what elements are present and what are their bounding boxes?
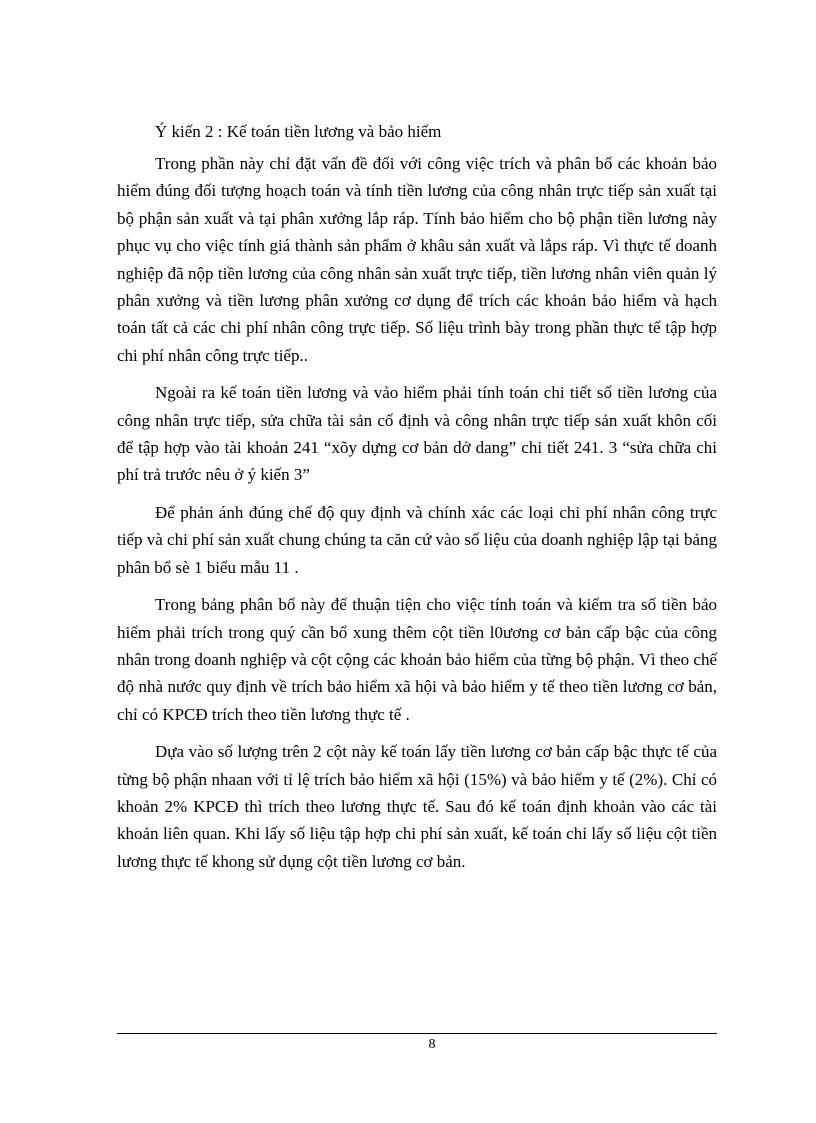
footer-divider <box>117 1033 717 1034</box>
paragraph-1: Trong phần này chỉ đặt vấn đề đối với công việc trích và phân bổ các khoản bảo hiểm đúng đối tượng hoạch toán và tính tiền lương của công nhân trực tiếp sản xuất tại bộ phận sản xuất và tại phân xưởng lắp ráp. Tính bảo hiểm cho bộ phận tiền lương này phục vụ cho việc tính giá thành sản phẩm ở khâu sản xuất và lắps ráp. Vì thực tế doanh nghiệp đã nộp tiền lương của công nhân sản xuất trực tiếp, tiền lương nhân viên quản lý phân xưởng và tiền lương phân xưởng cơ dụng để trích các khoản bảo hiểm và hạch toán tất cả các chi phí nhân công trực tiếp. Số liệu trình bày trong phần thực tế tập hợp chi phí nhân công trực tiếp.. <box>117 154 717 365</box>
paragraph-2: Ngoài ra kế toán tiền lương và vảo hiểm phải tính toán chi tiết số tiền lương của công nhân trực tiếp, sửa chữa tài sản cố định và công nhân trực tiếp sản xuất khôn cối để tập hợp vào tài khoản 241 “xõy dựng cơ bản dở dang” chi tiết 241. 3 “sửa chữa chi phí trả trước nêu ở ý kiến 3” <box>117 383 717 485</box>
page-number: 8 <box>428 1037 436 1052</box>
section-heading: Ý kiến 2 : Kế toán tiền lương và bảo hiểm <box>155 122 442 141</box>
page-body <box>117 119 717 885</box>
paragraph-3: Để phản ánh đúng chế độ quy định và chính xác các loại chi phí nhân công trực tiếp và chi phí sản xuất chung chúng ta căn cứ vào số liệu của doanh nghiệp lập tại bảng phân bổ sè 1 biểu mẫu 11 . <box>117 502 717 577</box>
paragraph-5: Dựa vào số lượng trên 2 cột này kế toán lấy tiền lương cơ bản cấp bậc thực tế của từng bộ phận nhaan với tỉ lệ trích bảo hiểm xã hội (15%) và bảo hiểm y tế (2%). Chỉ có khoản 2% KPCĐ thì trích theo lương thực tế. Sau đó kế toán định khoản vào các tài khoản liên quan. Khi lấy số liệu tập hợp chi phí sản xuất, kế toán chỉ lấy số liệu cột tiền lương thực tế khong sử dụng cột tiền lương cơ bản. <box>117 742 717 871</box>
paragraph-4: Trong bảng phân bổ này để thuận tiện cho việc tính toán và kiểm tra số tiền bảo hiểm phải trích trong quý cần bổ xung thêm cột tiền l0ương cơ bản cấp bậc của công nhân trong doanh nghiệp và cột cộng các khoản bảo hiểm của từng bộ phận. Vì theo chế độ nhà nước quy định về trích bảo hiểm xã hội và bảo hiểm y tế theo tiền lương cơ bản, chỉ có KPCĐ trích theo tiền lương thực tế . <box>117 595 717 724</box>
